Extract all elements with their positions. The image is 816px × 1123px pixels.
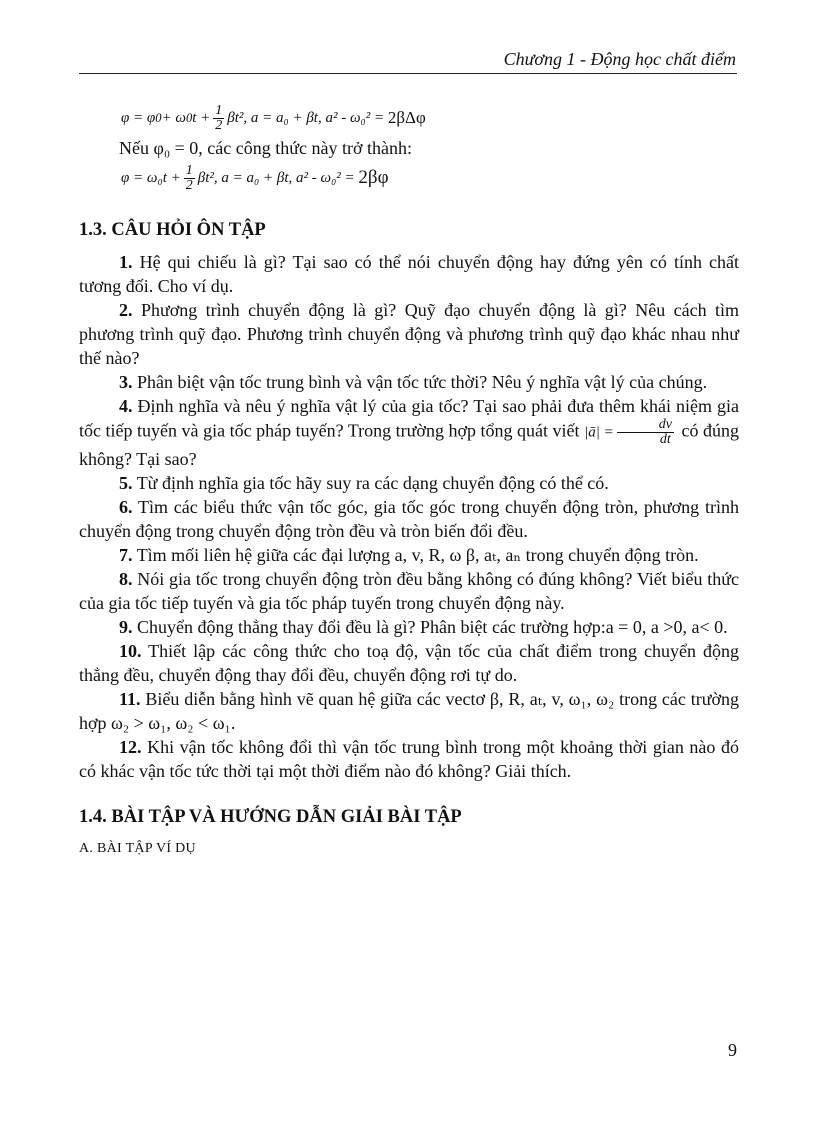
eq1-lhs: φ = φ [121,110,156,126]
question-8: 8. Nói gia tốc trong chuyển động tròn đều bằng không có đúng không? Viết biểu thức của gia tốc tiếp tuyến và gia tốc pháp tuyến trong chuyển động này. [79,569,740,613]
question-4: 4. Định nghĩa và nêu ý nghĩa vật lý của gia tốc? Tại sao phải đưa thêm khái niệm gia tốc tiếp tuyến và gia tốc pháp tuyến? Trong trường hợp tổng quát viết |ā| = $\frac{dv}{dt}$ có đúng không? Tại sao? [79,396,739,469]
question-2: 2. Phương trình chuyển động là gì? Quỹ đạo chuyển động là gì? Nêu cách tìm phương trình quỹ đạo. Phương trình chuyển động và phương trình quỹ đạo khác nhau như thế nào? [79,300,740,368]
section-14-title: 1.4. BÀI TẬP VÀ HƯỚNG DẪN GIẢI BÀI TẬP [79,807,462,827]
question-7: 7. Tìm mối liên hệ giữa các đại lượng a, v, R, ω β, aₜ, aₙ trong chuyển động tròn. [119,545,699,565]
eq1-mid2: t + [192,110,211,126]
question-1: 1. Hệ qui chiếu là gì? Tại sao có thể nói chuyển động hay đứng yên có tính chất tương đối. Cho ví dụ. [79,252,739,296]
question-9: 9. Chuyển động thẳng thay đổi đều là gì? Phân biệt các trường hợp:a = 0, a >0, a< 0. [119,617,728,637]
header-rule [79,73,737,74]
q4-formula-fraction: $\frac{dv}{dt}$ [617,418,674,447]
eq1-tail: βt², a = a₀ + βt, a² - ω₀² = [227,110,385,126]
question-6: 6. Tìm các biểu thức vận tốc góc, gia tốc góc trong chuyển động tròn, phương trình chuyển động trong chuyển động tròn đều và tròn biến đổi đều. [79,497,739,541]
eq2-greek: 2βφ [358,167,389,188]
q4-formula-lhs: |ā| = [584,424,614,441]
eq2-lhs: φ = ω₀t + [121,170,181,186]
page-content [79,100,739,861]
question-5: 5. Từ định nghĩa gia tốc hãy suy ra các dạng chuyển động có thể có. [119,473,609,493]
question-12: 12. Khi vận tốc không đổi thì vận tốc trung bình trong một khoảng thời gian nào đó có khác vận tốc tức thời tại một thời điểm nào đó không? Giải thích. [79,737,739,781]
eq2-tail: βt², a = a₀ + βt, a² - ω₀² = [197,170,355,186]
equation-1: φ = φ 0 + ω 0 t + $\frac{1}{2}$ βt², a = a₀ + βt, a² - ω₀² = 2βΔφ [121,102,426,133]
eq1-fraction: $\frac{1}{2}$ [215,102,223,133]
equation-2 [79,160,739,196]
note-line: Nếu φ₀ = 0, các công thức này trở thành: [119,138,413,158]
eq1-mid1: + ω [161,110,186,126]
eq2-fraction: $\frac{1}{2}$ [185,162,193,193]
eq1-greek: 2βΔφ [387,108,426,127]
running-header: Chương 1 - Động học chất điểm [503,49,736,69]
section-13-title: 1.3. CÂU HỎI ÔN TẬP [79,220,266,240]
page-number: 9 [728,1040,737,1060]
question-3: 3. Phân biệt vận tốc trung bình và vận tốc tức thời? Nêu ý nghĩa vật lý của chúng. [119,372,708,392]
section-14-subtitle: A. BÀI TẬP VÍ DỤ [79,841,196,856]
question-11: 11. Biểu diễn bằng hình vẽ quan hệ giữa các vectơ β, R, aₜ, v, ω₁, ω₂ trong các trường hợp ω₂ > ω₁, ω₂ < ω₁. [79,689,740,733]
question-10: 10. Thiết lập các công thức cho toạ độ, vận tốc của chất điểm trong chuyển động thẳng đều, chuyển động thay đổi đều, chuyển động rơi tự do. [79,641,739,685]
eq1-sub: 0 [155,111,162,125]
